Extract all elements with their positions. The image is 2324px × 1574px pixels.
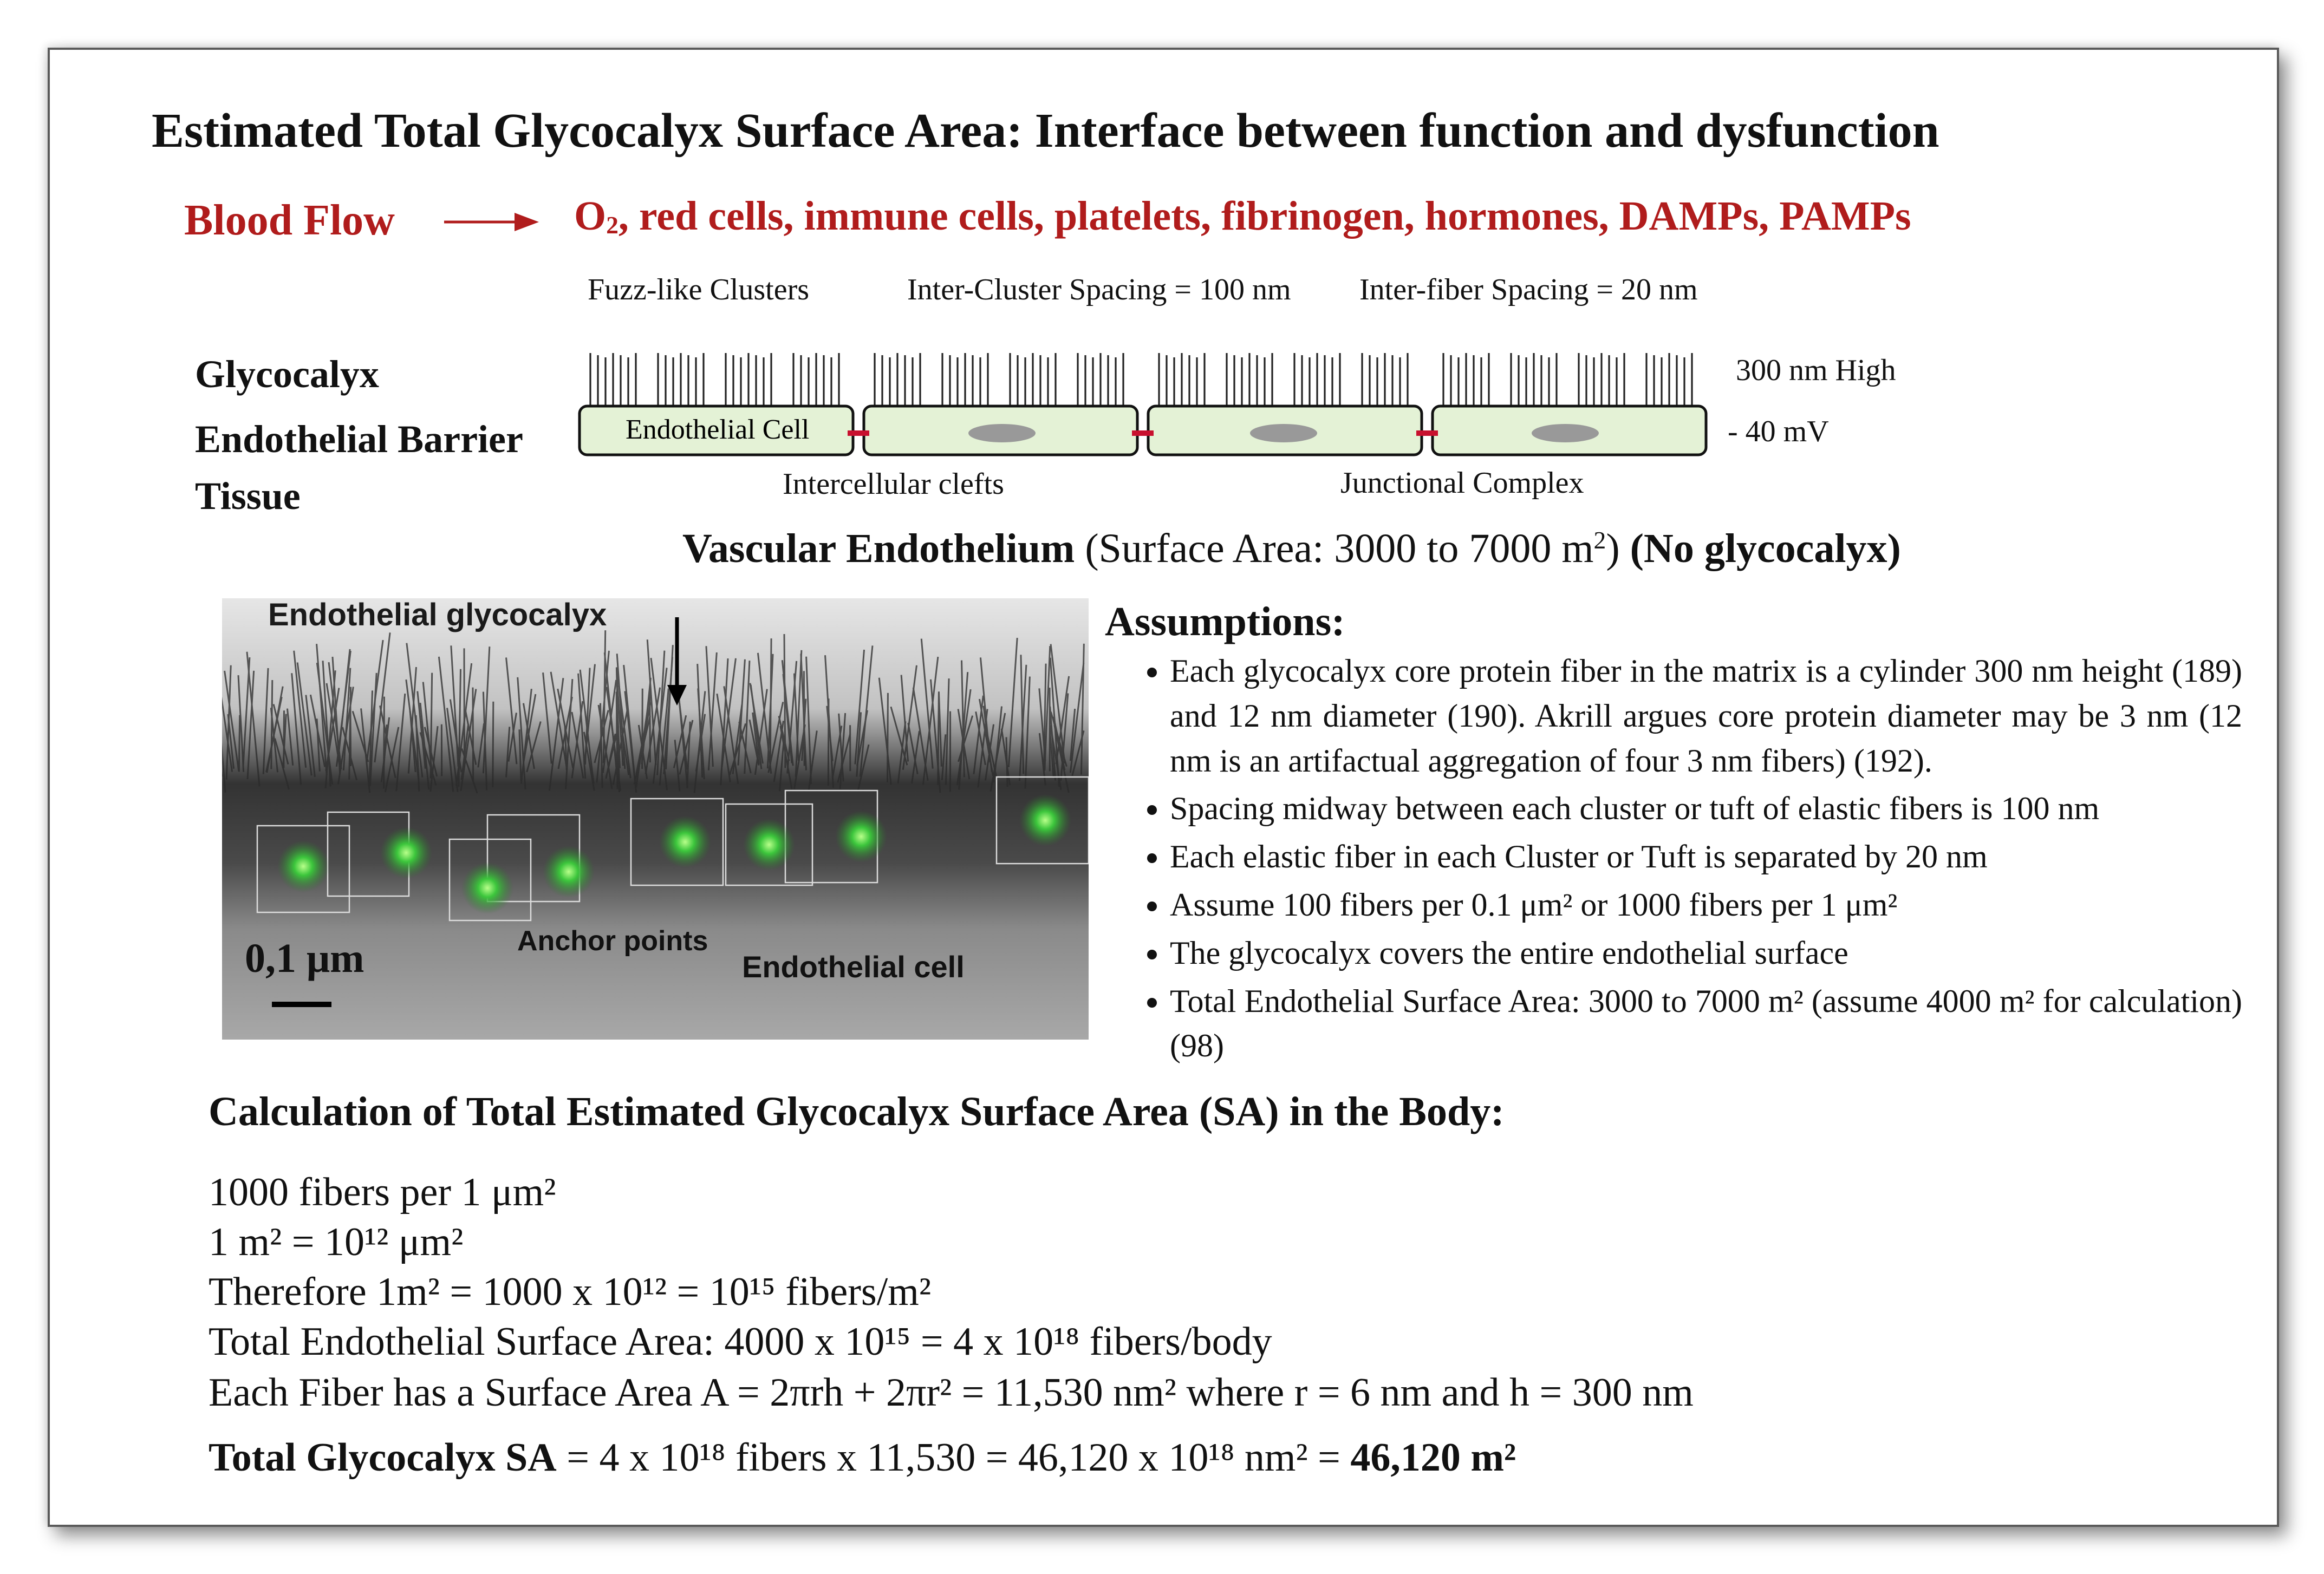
calc-final-line: Total Glycocalyx SA = 4 x 10¹⁸ fibers x 11,530 = 46,120 x 10¹⁸ nm² = 46,120 m² — [209, 1435, 1516, 1480]
nucleus-3 — [1250, 424, 1317, 442]
micrograph-fiber — [384, 697, 385, 789]
label-membrane-voltage: - 40 mV — [1728, 415, 1829, 448]
micrograph-fiber — [828, 698, 829, 786]
glycocalyx-fibers — [590, 353, 1692, 405]
vascular-endothelium-caption: Vascular Endothelium (Surface Area: 3000 to 7000 $m^2$) (No glycocalyx) — [682, 526, 1901, 571]
label-intercellular-clefts: Intercellular clefts — [783, 467, 1004, 501]
calc-line-5: Each Fiber has a Surface Area A = 2πrh + 2πr² = 11,530 nm² where r = 6 nm and h = 300 nm — [209, 1370, 1694, 1415]
assumption-item: • Total Endothelial Surface Area: 3000 to 7000 m² (assume 4000 m² for calculation) (98) — [1170, 979, 2242, 1069]
assumption-item: • The glycocalyx covers the entire endothelial surface — [1170, 931, 2242, 976]
flow-arrow-icon — [444, 208, 542, 236]
calc-line-4: Total Endothelial Surface Area: 4000 x 10¹⁵ = 4 x 10¹⁸ fibers/body — [209, 1320, 1272, 1364]
micrograph-fiber — [271, 680, 272, 769]
calc-line-2: 1 m² = 10¹² μm² — [209, 1220, 464, 1264]
assumption-item: • Spacing midway between each cluster or tuft of elastic fibers is 100 nm — [1170, 786, 2242, 831]
label-inter-cluster-spacing: Inter-Cluster Spacing = 100 nm — [907, 273, 1291, 306]
calc-line-1: 1000 fibers per 1 μm² — [209, 1170, 556, 1214]
micrograph-label-cell: Endothelial cell — [742, 950, 965, 984]
assumption-item: • Each elastic fiber in each Cluster or Tuft is separated by 20 nm — [1170, 834, 2242, 879]
endothelium-schematic — [574, 347, 1722, 466]
label-inter-fiber-spacing: Inter-fiber Spacing = 20 nm — [1359, 273, 1698, 306]
micrograph-scale-label: 0,1 μm — [245, 936, 364, 981]
assumptions-title: Assumptions: — [1105, 599, 1345, 644]
blood-cargo-list: $O_2$, red cells, immune cells, platelets, fibrinogen, hormones, DAMPs, PAMPs — [574, 193, 1911, 239]
figure-title: Estimated Total Glycocalyx Surface Area: Interface between function and dysfunction — [152, 104, 1939, 158]
label-fuzz-clusters: Fuzz-like Clusters — [588, 273, 810, 306]
label-endothelial-barrier: Endothelial Barrier — [195, 417, 523, 461]
assumptions-list — [1132, 649, 2242, 1072]
glycocalyx-micrograph — [222, 598, 1089, 1040]
assumption-item: • Each glycocalyx core protein fiber in the matrix is a cylinder 300 nm height (189) and 12 nm diameter (190). Akrill argues core protein diameter may be 3 nm (12 nm is an artifactual aggregation of four 3 nm fibers) (192). — [1170, 649, 2242, 783]
scale-bar — [272, 1002, 331, 1007]
label-glycocalyx: Glycocalyx — [195, 352, 379, 396]
endothelial-cell-label: Endothelial Cell — [626, 414, 810, 445]
micrograph-label-anchor: Anchor points — [517, 925, 708, 957]
calculation-title: Calculation of Total Estimated Glycocalyx Surface Area (SA) in the Body: — [209, 1089, 1505, 1134]
micrograph-fiber — [784, 634, 785, 768]
label-junctional-complex: Junctional Complex — [1340, 466, 1584, 500]
blood-flow-label: Blood Flow — [184, 197, 395, 244]
label-300nm-high: 300 nm High — [1736, 354, 1896, 387]
label-tissue: Tissue — [195, 474, 301, 518]
nucleus-2 — [968, 424, 1036, 442]
calc-line-3: Therefore 1m² = 1000 x 10¹² = 10¹⁵ fibers/m² — [209, 1270, 932, 1314]
assumption-item: • Assume 100 fibers per 0.1 μm² or 1000 fibers per 1 μm² — [1170, 883, 2242, 928]
nucleus-4 — [1532, 424, 1599, 442]
micrograph-label-glycocalyx: Endothelial glycocalyx — [268, 598, 607, 632]
